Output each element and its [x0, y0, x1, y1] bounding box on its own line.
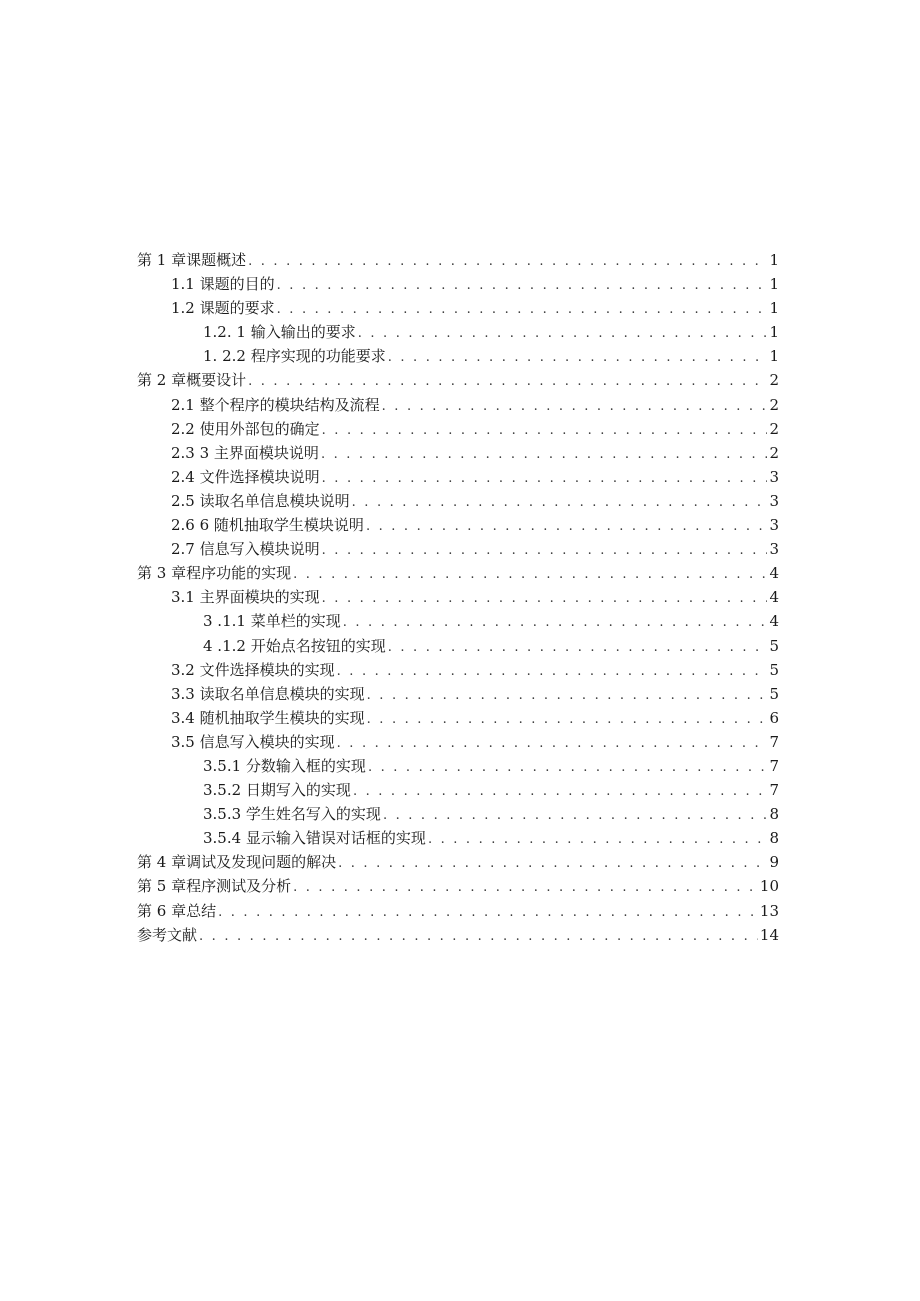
toc-leader-dots — [338, 852, 767, 876]
toc-entry-title: 2.7 信息写入模块说明 — [171, 540, 320, 559]
toc-entry — [137, 682, 779, 706]
toc-entry — [137, 320, 779, 344]
toc-entry — [137, 248, 779, 272]
toc-entry-page: 7 — [769, 732, 779, 751]
toc-entry-page: 1 — [769, 299, 779, 318]
toc-leader-dots — [322, 587, 768, 611]
toc-entry-title: 2.3 3 主界面模块说明 — [171, 443, 319, 462]
toc-entry — [137, 778, 779, 802]
toc-entry-page: 4 — [769, 612, 779, 631]
toc-entry-page: 3 — [769, 467, 779, 486]
toc-entry-title: 3.2 文件选择模块的实现 — [171, 660, 335, 679]
toc-entry-title: 4 .1.2 开始点名按钮的实现 — [203, 636, 386, 655]
toc-entry-page: 9 — [769, 853, 779, 872]
toc-entry-title: 第 5 章程序测试及分析 — [137, 877, 292, 896]
toc-entry — [137, 441, 779, 465]
toc-entry — [137, 754, 779, 778]
toc-entry-page: 6 — [769, 708, 779, 727]
toc-entry-title: 3.5.1 分数输入框的实现 — [203, 756, 366, 775]
toc-leader-dots — [388, 636, 768, 660]
toc-entry-title: 第 6 章总结 — [137, 901, 217, 920]
toc-entry — [137, 465, 779, 489]
toc-leader-dots — [428, 828, 768, 852]
toc-entry-page: 2 — [769, 395, 779, 414]
toc-entry-page: 4 — [769, 564, 779, 583]
toc-leader-dots — [248, 370, 767, 394]
toc-leader-dots — [322, 467, 768, 491]
toc-entry-title: 2.2 使用外部包的确定 — [171, 419, 320, 438]
toc-leader-dots — [293, 876, 758, 900]
toc-entry-page: 4 — [769, 588, 779, 607]
toc-leader-dots — [293, 563, 767, 587]
toc-entry-title: 1.2. 1 输入输出的要求 — [203, 323, 356, 342]
toc-entry — [137, 513, 779, 537]
toc-entry-page: 10 — [759, 877, 779, 896]
toc-entry — [137, 585, 779, 609]
toc-entry-title: 参考文献 — [137, 925, 198, 944]
toc-leader-dots — [199, 925, 758, 949]
toc-leader-dots — [322, 539, 768, 563]
toc-entry-page: 5 — [769, 684, 779, 703]
toc-entry-title: 第 4 章调试及发现问题的解决 — [137, 853, 337, 872]
toc-leader-dots — [218, 901, 758, 925]
toc-entry-page: 13 — [759, 901, 779, 920]
toc-entry-page: 3 — [769, 491, 779, 510]
toc-entry — [137, 561, 779, 585]
toc-entry-page: 1 — [769, 323, 779, 342]
toc-leader-dots — [337, 732, 768, 756]
toc-entry-title: 2.1 整个程序的模块结构及流程 — [171, 395, 380, 414]
toc-entry — [137, 272, 779, 296]
toc-entry — [137, 417, 779, 441]
toc-entry — [137, 826, 779, 850]
toc-leader-dots — [321, 443, 768, 467]
toc-entry-page: 2 — [769, 443, 779, 462]
toc-entry — [137, 706, 779, 730]
table-of-contents — [137, 248, 779, 947]
toc-leader-dots — [277, 298, 768, 322]
toc-leader-dots — [382, 395, 768, 419]
toc-entry-page: 2 — [769, 419, 779, 438]
toc-entry — [137, 850, 779, 874]
toc-leader-dots — [277, 274, 768, 298]
toc-leader-dots — [322, 419, 768, 443]
toc-entry-page: 1 — [769, 251, 779, 269]
toc-entry — [137, 730, 779, 754]
toc-entry-page: 8 — [769, 829, 779, 848]
toc-entry-title: 3.3 读取名单信息模块的实现 — [171, 684, 365, 703]
toc-entry — [137, 296, 779, 320]
toc-entry — [137, 802, 779, 826]
toc-leader-dots — [366, 515, 768, 539]
toc-entry — [137, 874, 779, 898]
toc-leader-dots — [367, 684, 768, 708]
toc-entry — [137, 537, 779, 561]
toc-entry-title: 1. 2.2 程序实现的功能要求 — [203, 347, 386, 366]
toc-leader-dots — [367, 708, 768, 732]
toc-leader-dots — [358, 322, 768, 346]
toc-entry-page: 7 — [769, 756, 779, 775]
toc-leader-dots — [248, 250, 767, 274]
toc-entry-page: 5 — [769, 660, 779, 679]
toc-entry-title: 3.4 随机抽取学生模块的实现 — [171, 708, 365, 727]
toc-leader-dots — [352, 491, 768, 515]
toc-entry — [137, 344, 779, 368]
toc-entry — [137, 658, 779, 682]
toc-entry-title: 3.5.2 日期写入的实现 — [203, 781, 351, 800]
toc-entry-page: 3 — [769, 516, 779, 535]
toc-entry — [137, 489, 779, 513]
toc-entry — [137, 609, 779, 633]
toc-entry-title: 1.2 课题的要求 — [171, 299, 275, 318]
toc-entry-page: 2 — [769, 371, 779, 390]
toc-entry — [137, 634, 779, 658]
toc-entry-title: 3.5.4 显示输入错误对话框的实现 — [203, 829, 426, 848]
toc-leader-dots — [337, 660, 768, 684]
toc-entry — [137, 393, 779, 417]
toc-entry — [137, 923, 779, 947]
toc-entry-title: 第 2 章概要设计 — [137, 371, 247, 390]
toc-entry-page: 3 — [769, 540, 779, 559]
toc-entry-title: 2.6 6 随机抽取学生模块说明 — [171, 516, 364, 535]
toc-entry-title: 2.4 文件选择模块说明 — [171, 467, 320, 486]
toc-leader-dots — [343, 611, 768, 635]
toc-entry-title: 1.1 课题的目的 — [171, 275, 275, 294]
toc-entry-title: 2.5 读取名单信息模块说明 — [171, 491, 350, 510]
toc-entry — [137, 368, 779, 392]
toc-leader-dots — [368, 756, 768, 780]
toc-entry-title: 第 3 章程序功能的实现 — [137, 564, 292, 583]
toc-entry-title: 3 .1.1 菜单栏的实现 — [203, 612, 341, 631]
toc-entry-page: 7 — [769, 781, 779, 800]
toc-leader-dots — [388, 346, 768, 370]
toc-entry-page: 5 — [769, 636, 779, 655]
toc-entry-page: 1 — [769, 275, 779, 294]
toc-entry — [137, 899, 779, 923]
toc-leader-dots — [353, 780, 768, 804]
toc-entry-page: 1 — [769, 347, 779, 366]
toc-entry-title: 3.1 主界面模块的实现 — [171, 588, 320, 607]
toc-entry-title: 第 1 章课题概述 — [137, 251, 247, 269]
toc-entry-title: 3.5.3 学生姓名写入的实现 — [203, 805, 381, 824]
toc-entry-page: 8 — [769, 805, 779, 824]
toc-entry-title: 3.5 信息写入模块的实现 — [171, 732, 335, 751]
toc-entry-page: 14 — [759, 925, 779, 944]
toc-leader-dots — [383, 804, 768, 828]
